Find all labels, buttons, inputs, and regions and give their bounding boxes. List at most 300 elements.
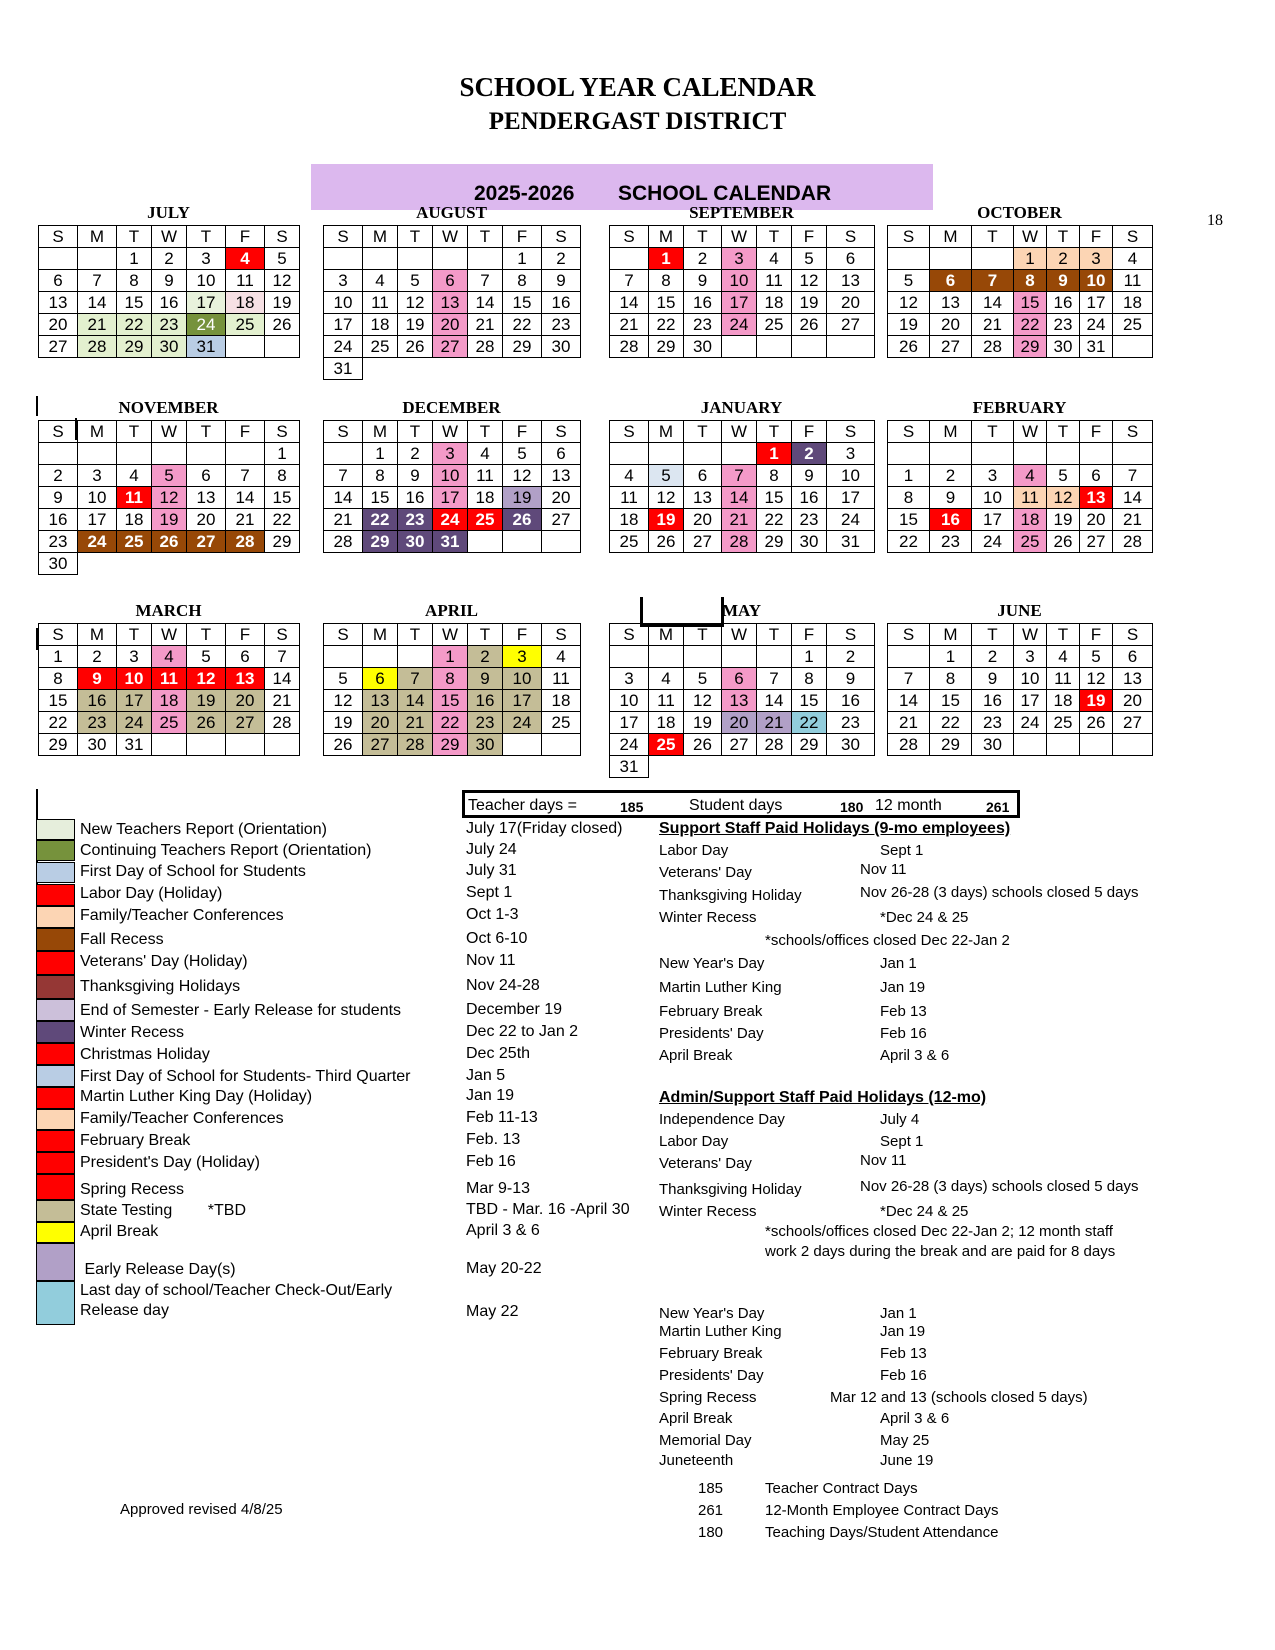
day-cell: 17 xyxy=(1080,292,1113,314)
day-cell: 23 xyxy=(684,314,722,336)
day-cell: 28 xyxy=(1113,531,1153,553)
empty-cell xyxy=(468,531,503,553)
day-cell: 23 xyxy=(1047,314,1080,336)
empty-cell xyxy=(226,336,265,358)
day-cell: 11 xyxy=(152,668,187,690)
weekday-header: F xyxy=(503,421,542,443)
weekday-header: M xyxy=(363,421,398,443)
day-cell: 28 xyxy=(888,734,930,756)
day-cell: 10 xyxy=(972,487,1014,509)
empty-cell xyxy=(187,734,226,756)
day-cell: 4 xyxy=(1014,465,1047,487)
month-name: FEBRUARY xyxy=(972,398,1067,417)
weekday-header: S xyxy=(542,624,581,646)
holiday-date: *Dec 24 & 25 xyxy=(880,1203,969,1220)
holiday-name: Labor Day xyxy=(659,1133,729,1150)
day-cell: 29 xyxy=(757,531,792,553)
day-cell: 14 xyxy=(468,292,503,314)
day-cell: 7 xyxy=(265,646,300,668)
empty-cell xyxy=(757,756,792,778)
legend-date: TBD - Mar. 16 -April 30 xyxy=(466,1201,630,1218)
day-cell: 16 xyxy=(152,292,187,314)
holiday-date: Feb 13 xyxy=(880,1003,927,1020)
day-cell: 17 xyxy=(503,690,542,712)
day-cell: 2 xyxy=(1047,248,1080,270)
day-cell: 15 xyxy=(503,292,542,314)
day-cell: 20 xyxy=(930,314,972,336)
day-cell: 6 xyxy=(542,443,581,465)
legend-label: Thanksgiving Holidays xyxy=(80,978,241,995)
day-cell: 29 xyxy=(117,336,152,358)
legend-swatch xyxy=(36,999,75,1021)
day-cell: 19 xyxy=(187,690,226,712)
weekday-header: M xyxy=(930,226,972,248)
day-cell: 17 xyxy=(187,292,226,314)
empty-cell xyxy=(226,443,265,465)
day-cell: 15 xyxy=(930,690,972,712)
weekday-header: M xyxy=(78,624,117,646)
day-cell: 14 xyxy=(610,292,649,314)
day-cell: 18 xyxy=(1047,690,1080,712)
month-grid xyxy=(887,225,1153,358)
holiday-name: Martin Luther King xyxy=(659,979,782,996)
day-cell: 13 xyxy=(930,292,972,314)
holiday-date: Nov 26-28 (3 days) schools closed 5 days xyxy=(860,884,1139,901)
holiday-date: *Dec 24 & 25 xyxy=(880,909,969,926)
weekday-header: W xyxy=(433,624,468,646)
day-cell: 9 xyxy=(39,487,78,509)
day-cell: 23 xyxy=(827,712,875,734)
day-cell: 13 xyxy=(363,690,398,712)
day-cell: 7 xyxy=(398,668,433,690)
day-cell: 25 xyxy=(610,531,649,553)
day-cell: 16 xyxy=(468,690,503,712)
student-days-label: Student days xyxy=(689,797,783,814)
day-cell: 21 xyxy=(226,509,265,531)
day-cell: 28 xyxy=(398,734,433,756)
legend-swatch xyxy=(36,928,75,951)
weekday-header: S xyxy=(610,421,649,443)
day-cell: 25 xyxy=(1047,712,1080,734)
day-cell: 22 xyxy=(1014,314,1047,336)
legend-date: May 22 xyxy=(466,1303,519,1320)
contract-days-label: 12-Month Employee Contract Days xyxy=(765,1502,999,1519)
day-cell: 15 xyxy=(363,487,398,509)
day-cell: 9 xyxy=(1047,270,1080,292)
day-cell: 30 xyxy=(39,553,78,575)
day-cell: 26 xyxy=(649,531,684,553)
weekday-header: S xyxy=(324,226,363,248)
day-cell: 2 xyxy=(468,646,503,668)
month-grid xyxy=(38,623,300,756)
day-cell: 23 xyxy=(78,712,117,734)
legend-label: Last day of school/Teacher Check-Out/Early Release day xyxy=(80,1282,393,1319)
day-cell: 24 xyxy=(433,509,468,531)
day-cell: 9 xyxy=(398,465,433,487)
day-cell: 9 xyxy=(972,668,1014,690)
day-cell: 28 xyxy=(78,336,117,358)
day-cell: 8 xyxy=(792,668,827,690)
empty-cell xyxy=(1014,734,1047,756)
day-cell: 9 xyxy=(792,465,827,487)
weekday-header: S xyxy=(39,226,78,248)
empty-cell xyxy=(363,646,398,668)
holiday-name: Presidents' Day xyxy=(659,1025,764,1042)
weekday-header: F xyxy=(792,421,827,443)
day-cell: 6 xyxy=(684,465,722,487)
empty-cell xyxy=(1047,443,1080,465)
holiday-name: Martin Luther King xyxy=(659,1323,782,1340)
day-cell: 1 xyxy=(1014,248,1047,270)
day-cell: 18 xyxy=(649,712,684,734)
legend-swatch xyxy=(36,975,75,999)
day-cell: 24 xyxy=(324,336,363,358)
holiday-date: April 3 & 6 xyxy=(880,1410,950,1427)
weekday-header: S xyxy=(827,624,875,646)
legend-swatch xyxy=(36,1243,75,1281)
day-cell: 29 xyxy=(1014,336,1047,358)
month-name: NOVEMBER xyxy=(118,398,219,417)
day-cell: 21 xyxy=(972,314,1014,336)
contract-days-label: Teacher Contract Days xyxy=(765,1480,918,1497)
holiday-name: Thanksgiving Holiday xyxy=(659,1181,802,1198)
day-cell: 31 xyxy=(610,756,649,778)
day-cell: 28 xyxy=(722,531,757,553)
banner-label: SCHOOL CALENDAR xyxy=(618,182,832,205)
day-cell: 18 xyxy=(1113,292,1153,314)
student-days-value: 180 xyxy=(840,799,864,815)
weekday-header: S xyxy=(542,226,581,248)
day-cell: 13 xyxy=(684,487,722,509)
twelve-month-label: 12 month xyxy=(875,797,942,814)
empty-cell xyxy=(398,358,433,380)
holiday-name: April Break xyxy=(659,1047,733,1064)
day-cell: 7 xyxy=(324,465,363,487)
weekday-header: S xyxy=(265,624,300,646)
day-cell: 11 xyxy=(363,292,398,314)
empty-cell xyxy=(468,248,503,270)
weekday-header: M xyxy=(363,226,398,248)
day-cell: 4 xyxy=(152,646,187,668)
day-cell: 5 xyxy=(792,248,827,270)
day-cell: 19 xyxy=(324,712,363,734)
legend-label: Fall Recess xyxy=(80,931,164,948)
holiday-date: May 25 xyxy=(880,1432,930,1449)
weekday-header: S xyxy=(888,624,930,646)
month-name: JUNE xyxy=(997,601,1042,620)
holiday-name: Veterans' Day xyxy=(659,864,752,881)
day-cell: 30 xyxy=(398,531,433,553)
day-cell: 1 xyxy=(792,646,827,668)
day-cell: 18 xyxy=(363,314,398,336)
day-cell: 25 xyxy=(468,509,503,531)
day-cell: 20 xyxy=(1080,509,1113,531)
day-cell: 19 xyxy=(1080,690,1113,712)
day-cell: 11 xyxy=(1014,487,1047,509)
weekday-header: F xyxy=(226,226,265,248)
holiday-name: Thanksgiving Holiday xyxy=(659,887,802,904)
day-cell: 9 xyxy=(930,487,972,509)
empty-cell xyxy=(722,443,757,465)
empty-cell xyxy=(1080,443,1113,465)
day-cell: 25 xyxy=(152,712,187,734)
day-cell: 3 xyxy=(503,646,542,668)
day-cell: 25 xyxy=(757,314,792,336)
day-cell: 31 xyxy=(324,358,363,380)
day-cell: 4 xyxy=(542,646,581,668)
holiday-name: New Year's Day xyxy=(659,955,765,972)
day-cell: 13 xyxy=(187,487,226,509)
day-cell: 12 xyxy=(503,465,542,487)
weekday-header: T xyxy=(972,421,1014,443)
holiday-date: Jan 19 xyxy=(880,979,926,996)
legend-date: July 17(Friday closed) xyxy=(466,820,623,837)
day-cell: 20 xyxy=(363,712,398,734)
month-grid xyxy=(38,225,300,358)
day-cell: 1 xyxy=(503,248,542,270)
day-cell: 25 xyxy=(1014,531,1047,553)
legend-label: New Teachers Report (Orientation) xyxy=(80,821,327,838)
weekday-header: T xyxy=(398,226,433,248)
day-cell: 11 xyxy=(1047,668,1080,690)
totals-box xyxy=(462,790,1020,818)
contract-days-value: 185 xyxy=(698,1480,724,1497)
weekday-header: T xyxy=(684,421,722,443)
empty-cell xyxy=(78,248,117,270)
day-cell: 21 xyxy=(757,712,792,734)
weekday-header: F xyxy=(503,226,542,248)
day-cell: 17 xyxy=(1014,690,1047,712)
day-cell: 30 xyxy=(78,734,117,756)
weekday-header: W xyxy=(1014,624,1047,646)
day-cell: 8 xyxy=(265,465,300,487)
month-grid xyxy=(887,420,1153,553)
weekday-header: F xyxy=(1080,624,1113,646)
day-cell: 14 xyxy=(722,487,757,509)
day-cell: 20 xyxy=(1113,690,1153,712)
day-cell: 2 xyxy=(542,248,581,270)
day-cell: 19 xyxy=(398,314,433,336)
day-cell: 12 xyxy=(684,690,722,712)
empty-cell xyxy=(152,553,187,575)
day-cell: 6 xyxy=(226,646,265,668)
day-cell: 29 xyxy=(792,734,827,756)
empty-cell xyxy=(722,646,757,668)
day-cell: 6 xyxy=(1113,646,1153,668)
month-grid xyxy=(323,225,581,380)
legend-date: Dec 22 to Jan 2 xyxy=(466,1023,579,1040)
twelve-month-value: 261 xyxy=(986,799,1010,815)
day-cell: 8 xyxy=(757,465,792,487)
contract-days-value: 180 xyxy=(698,1524,724,1541)
day-cell: 23 xyxy=(972,712,1014,734)
day-cell: 3 xyxy=(117,646,152,668)
weekday-header: T xyxy=(757,421,792,443)
empty-cell xyxy=(265,734,300,756)
weekday-header: T xyxy=(684,624,722,646)
day-cell: 20 xyxy=(827,292,875,314)
legend-date: Jan 5 xyxy=(466,1067,506,1084)
holiday-name: Winter Recess xyxy=(659,909,757,926)
empty-cell xyxy=(324,248,363,270)
day-cell: 17 xyxy=(827,487,875,509)
weekday-header: M xyxy=(78,421,117,443)
weekday-header: F xyxy=(503,624,542,646)
day-cell: 23 xyxy=(542,314,581,336)
day-cell: 5 xyxy=(503,443,542,465)
legend-date: Oct 6-10 xyxy=(466,930,528,947)
day-cell: 25 xyxy=(226,314,265,336)
legend-label: End of Semester - Early Release for students xyxy=(80,1002,402,1019)
day-cell: 24 xyxy=(1080,314,1113,336)
weekday-header: S xyxy=(1113,421,1153,443)
day-cell: 24 xyxy=(972,531,1014,553)
month-name: OCTOBER xyxy=(977,203,1062,222)
empty-cell xyxy=(722,336,757,358)
holiday-name: April Break xyxy=(659,1410,733,1427)
day-cell: 12 xyxy=(1080,668,1113,690)
empty-cell xyxy=(684,756,722,778)
day-cell: 14 xyxy=(226,487,265,509)
weekday-header: T xyxy=(972,624,1014,646)
weekday-header: F xyxy=(1080,421,1113,443)
legend-label: First Day of School for Students- Third Quarter xyxy=(80,1068,411,1085)
day-cell: 1 xyxy=(39,646,78,668)
legend-label: Labor Day (Holiday) xyxy=(80,885,223,902)
district-name: PENDERGAST DISTRICT xyxy=(488,108,787,135)
empty-cell xyxy=(930,248,972,270)
weekday-header: T xyxy=(187,624,226,646)
empty-cell xyxy=(363,358,398,380)
empty-cell xyxy=(1080,734,1113,756)
holiday-date: Feb 16 xyxy=(880,1025,927,1042)
day-cell: 11 xyxy=(226,270,265,292)
day-cell: 31 xyxy=(187,336,226,358)
day-cell: 3 xyxy=(722,248,757,270)
empty-cell xyxy=(888,248,930,270)
day-cell: 1 xyxy=(117,248,152,270)
day-cell: 25 xyxy=(542,712,581,734)
day-cell: 20 xyxy=(433,314,468,336)
day-cell: 24 xyxy=(187,314,226,336)
weekday-header: T xyxy=(468,421,503,443)
day-cell: 14 xyxy=(78,292,117,314)
empty-cell xyxy=(757,336,792,358)
day-cell: 13 xyxy=(827,270,875,292)
day-cell: 12 xyxy=(398,292,433,314)
day-cell: 12 xyxy=(187,668,226,690)
day-cell: 15 xyxy=(117,292,152,314)
empty-cell xyxy=(226,553,265,575)
day-cell: 10 xyxy=(324,292,363,314)
bracket-mark xyxy=(640,597,724,627)
day-cell: 31 xyxy=(433,531,468,553)
legend-swatch xyxy=(36,819,75,840)
empty-cell xyxy=(152,734,187,756)
legend-date: July 24 xyxy=(466,841,517,858)
empty-cell xyxy=(187,443,226,465)
holiday-date: June 19 xyxy=(880,1452,934,1469)
holiday-date: Sept 1 xyxy=(880,1133,924,1150)
day-cell: 10 xyxy=(503,668,542,690)
day-cell: 19 xyxy=(649,509,684,531)
holiday-date: Jan 19 xyxy=(880,1323,926,1340)
legend-label: Spring Recess xyxy=(80,1181,185,1198)
day-cell: 12 xyxy=(649,487,684,509)
day-cell: 22 xyxy=(792,712,827,734)
empty-cell xyxy=(649,443,684,465)
day-cell: 30 xyxy=(1047,336,1080,358)
day-cell: 27 xyxy=(363,734,398,756)
weekday-header: F xyxy=(226,624,265,646)
day-cell: 18 xyxy=(226,292,265,314)
legend-swatch xyxy=(36,1200,75,1222)
legend-label: Continuing Teachers Report (Orientation) xyxy=(80,842,372,859)
day-cell: 17 xyxy=(117,690,152,712)
month-grid xyxy=(323,420,581,553)
legend-label: Winter Recess xyxy=(80,1024,185,1041)
legend-swatch xyxy=(36,1130,75,1152)
month-name: AUGUST xyxy=(416,203,487,222)
weekday-header: T xyxy=(468,624,503,646)
day-cell: 27 xyxy=(722,734,757,756)
day-cell: 12 xyxy=(324,690,363,712)
holiday-date: Mar 12 and 13 (schools closed 5 days) xyxy=(830,1389,1088,1406)
day-cell: 3 xyxy=(1014,646,1047,668)
empty-cell xyxy=(972,443,1014,465)
weekday-header: W xyxy=(722,421,757,443)
holiday-date: Nov 11 xyxy=(860,861,907,878)
day-cell: 8 xyxy=(930,668,972,690)
day-cell: 29 xyxy=(39,734,78,756)
day-cell: 18 xyxy=(152,690,187,712)
day-cell: 4 xyxy=(649,668,684,690)
empty-cell xyxy=(1113,443,1153,465)
holiday-date: Sept 1 xyxy=(880,842,924,859)
day-cell: 31 xyxy=(1080,336,1113,358)
day-cell: 26 xyxy=(1047,531,1080,553)
holiday-name: Presidents' Day xyxy=(659,1367,764,1384)
day-cell: 24 xyxy=(503,712,542,734)
day-cell: 26 xyxy=(503,509,542,531)
month-name: MAY xyxy=(721,601,762,620)
holiday-date: Nov 26-28 (3 days) schools closed 5 days xyxy=(860,1178,1139,1195)
holiday-name: Labor Day xyxy=(659,842,729,859)
day-cell: 30 xyxy=(542,336,581,358)
legend-label: February Break xyxy=(80,1132,191,1149)
weekday-header: S xyxy=(827,226,875,248)
day-cell: 20 xyxy=(226,690,265,712)
weekday-header: T xyxy=(117,624,152,646)
day-cell: 26 xyxy=(398,336,433,358)
weekday-header: T xyxy=(398,624,433,646)
weekday-header: S xyxy=(265,421,300,443)
weekday-header: W xyxy=(722,624,757,646)
day-cell: 13 xyxy=(433,292,468,314)
day-cell: 5 xyxy=(1047,465,1080,487)
day-cell: 15 xyxy=(649,292,684,314)
day-cell: 10 xyxy=(827,465,875,487)
empty-cell xyxy=(1113,336,1153,358)
empty-cell xyxy=(542,358,581,380)
day-cell: 11 xyxy=(117,487,152,509)
teacher-days-label: Teacher days = xyxy=(468,797,577,814)
weekday-header: T xyxy=(684,226,722,248)
day-cell: 7 xyxy=(722,465,757,487)
weekday-header: F xyxy=(792,226,827,248)
day-cell: 3 xyxy=(827,443,875,465)
day-cell: 30 xyxy=(827,734,875,756)
